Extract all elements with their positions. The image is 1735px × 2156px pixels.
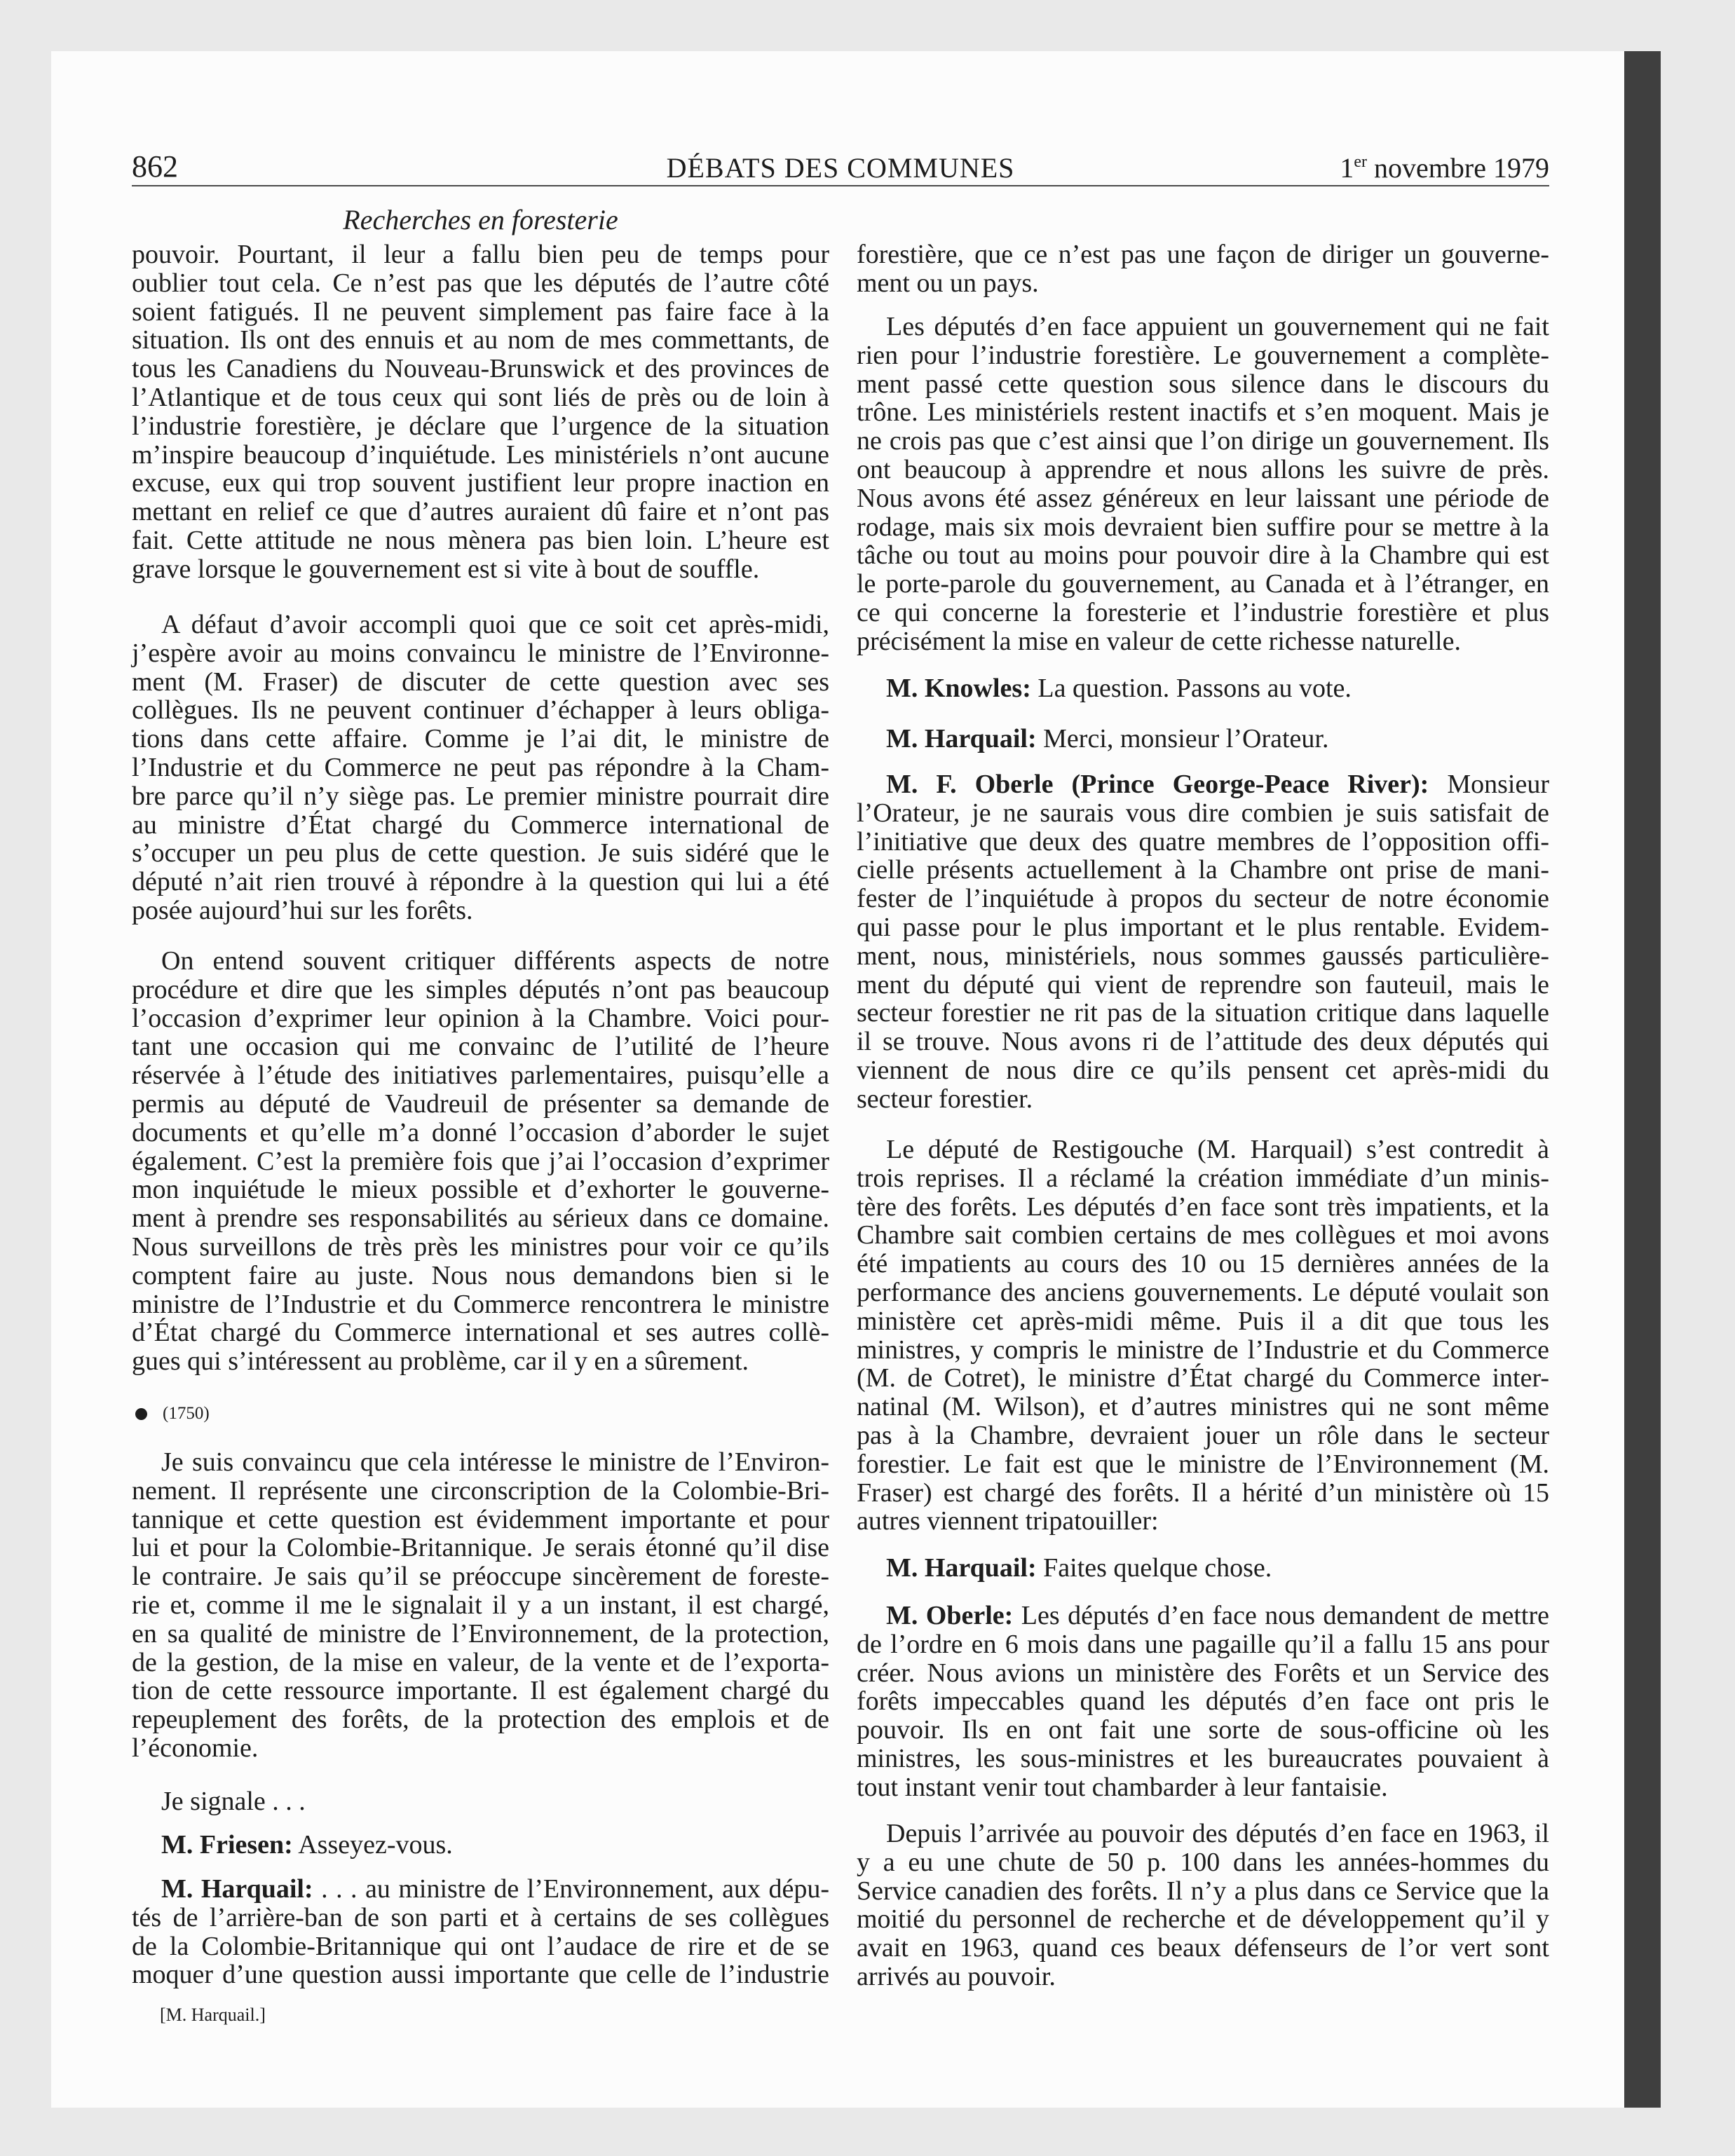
text-line: forestière, que ce n’est pas une façon de diriger un gouverne-: [857, 240, 1549, 269]
text-line: s’occuper un peu plus de cette question. Je suis sidéré que le: [132, 838, 829, 868]
speech: [857, 770, 1549, 1114]
text-line: nement. Il représente une circonscription de la Colombie-Bri-: [132, 1475, 829, 1506]
text-line: gues qui s’intéressent au problème, car il y en a sûrement.: [132, 1346, 749, 1377]
text-line: tous les Canadiens du Nouveau-Brunswick et des provinces de: [132, 354, 829, 384]
text-line: documents et qu’elle m’a donné l’occasion d’aborder le sujet: [132, 1117, 829, 1147]
bullet-icon: [135, 1408, 147, 1420]
text-line: ministre de l’Industrie et du Commerce rencontrera le ministre: [132, 1289, 829, 1319]
text-line: l’Atlantique et de tous ceux qui sont liés de près ou de loin à: [132, 382, 829, 412]
text-line: qui passe pour le plus important et le plus rentable. Evidem-: [857, 912, 1549, 942]
speech: [857, 725, 1549, 753]
text-line: Je suis convaincu que cela intéresse le ministre de l’Environ-: [161, 1447, 829, 1477]
text-line: ministres, les sous-ministres et les bureaucrates pouvaient à: [857, 1743, 1549, 1773]
text-line: permis au député de Vaudreuil de présenter sa demande de: [132, 1089, 829, 1119]
text-line: pouvoir. Ils en ont fait une sorte de sous-officine où les: [857, 1715, 1549, 1745]
text-line: tannique et cette question est évidemment importante et pour: [132, 1504, 829, 1534]
text-line: rodage, mais six mois devraient bien suffire pour se mettre à la: [857, 512, 1549, 542]
text-line: [132, 1831, 829, 1860]
text-line: tions dans cette affaire. Comme je l’ai dit, le ministre de: [132, 724, 829, 754]
text-line: [857, 674, 1549, 703]
issue-date-day: 1: [1340, 152, 1354, 184]
text-line: rien pour l’industrie forestière. Le gouvernement a complète-: [857, 340, 1549, 370]
text-line: [132, 1875, 829, 1904]
text-line: en sa qualité de ministre de l’Environnement, de la protection,: [132, 1618, 829, 1649]
text-line: l’industrie forestière, je déclare que l’urgence de la situation: [132, 411, 829, 441]
text-line: grave lorsque le gouvernement est si vite à bout de souffle.: [132, 554, 760, 584]
speech-text: Monsieur: [1447, 770, 1549, 799]
text-line: au ministre d’État chargé du Commerce international de: [132, 810, 829, 840]
text-line: [857, 725, 1549, 753]
paragraph: [132, 1787, 829, 1816]
speaker-name: M. Harquail:: [161, 1874, 313, 1904]
text-line: forêts impeccables quand les députés d’en face ont pris le: [857, 1686, 1549, 1717]
left-column: [132, 0, 829, 2103]
text-line: ministère cet après-midi même. Puis il a dit que tous les: [857, 1306, 1549, 1336]
speech-text: La question. Passons au vote.: [1037, 674, 1352, 703]
text-line: Nous avons été assez généreux en leur laissant une période de: [857, 483, 1549, 513]
text-line: l’initiative que deux des quatre membres de l’opposition offi-: [857, 826, 1549, 857]
paragraph: [132, 610, 829, 925]
text-line: pouvoir. Pourtant, il leur a fallu bien peu de temps pour: [132, 240, 829, 269]
journal-title: DÉBATS DES COMMUNES: [666, 152, 1015, 184]
text-line: il se trouve. Nous avons ri de l’attitude des deux députés qui: [857, 1027, 1549, 1057]
page-number: 862: [132, 149, 178, 184]
text-line: ment ou un pays.: [857, 268, 1039, 298]
speaker-name: M. Knowles:: [886, 674, 1031, 703]
text-line: rie et, comme il me le signalait il y a un instant, il est chargé,: [132, 1590, 829, 1620]
text-line: ne crois pas que c’est ainsi que l’on dirige un gouvernement. Ils: [857, 426, 1549, 456]
text-line: mon inquiétude le mieux possible et d’exhorter le gouverne-: [132, 1175, 829, 1205]
text-line: fait. Cette attitude ne nous mènera pas bien loin. L’heure est: [132, 525, 829, 555]
text-line: ce qui concerne la foresterie et l’industrie forestière et plus: [857, 597, 1549, 627]
text-line: Le député de Restigouche (M. Harquail) s’est contredit à: [886, 1135, 1549, 1164]
paragraph: [857, 313, 1549, 656]
speaker-name: M. F. Oberle (Prince George-Peace River):: [886, 770, 1429, 799]
text-line: ministres, y compris le ministre de l’Industrie et du Commerce: [857, 1335, 1549, 1365]
time-marker: (1750): [163, 1404, 210, 1423]
text-line: A défaut d’avoir accompli quoi que ce soit cet après-midi,: [161, 610, 829, 639]
text-line: [857, 770, 1549, 799]
text-line: tion de cette ressource importante. Il est également chargé du: [132, 1676, 829, 1706]
running-head: Recherches en foresterie: [343, 204, 618, 236]
paragraph: [857, 1820, 1549, 1991]
text-line: cielle présents actuellement à la Chambre ont prise de mani-: [857, 855, 1549, 885]
paragraph: [857, 1135, 1549, 1536]
text-line: l’Orateur, je ne saurais vous dire combien je suis satisfait de: [857, 798, 1549, 828]
text-line: de la Colombie-Britannique qui ont l’audace de rire et de se: [132, 1931, 829, 1961]
text-line: tâche ou tout au moins pour pouvoir dire à la Chambre qui est: [857, 540, 1549, 571]
text-line: l’économie.: [132, 1733, 259, 1763]
text-line: [857, 1554, 1549, 1583]
text-line: député n’ait rien trouvé à répondre à la question qui lui a été: [132, 867, 829, 897]
text-line: tère des forêts. Les députés d’en face sont très impatients, et la: [857, 1192, 1549, 1222]
speaker-name: M. Oberle:: [886, 1601, 1014, 1630]
text-line: collègues. Ils ne peuvent continuer d’échapper à leurs obliga-: [132, 695, 829, 725]
text-line: Les députés d’en face appuient un gouvernement qui ne fait: [886, 312, 1549, 341]
right-column: [857, 0, 1549, 2103]
text-line: trône. Les ministériels restent inactifs et s’en moquent. Mais je: [857, 397, 1549, 428]
text-line: posée aujourd’hui sur les forêts.: [132, 895, 473, 925]
paragraph: [857, 240, 1549, 298]
text-line: Service canadien des forêts. Il n’y a plus dans ce Service que la: [857, 1876, 1549, 1906]
text-line: excuse, eux qui trop souvent justifient leur propre inaction en: [132, 468, 829, 498]
text-line: Je signale . . .: [161, 1787, 306, 1816]
text-line: l’Industrie et du Commerce ne peut pas répondre à la Cham-: [132, 752, 829, 782]
text-line: On entend souvent critiquer différents aspects de notre: [161, 946, 829, 976]
issue-date-ordinal: er: [1354, 153, 1368, 171]
speaker-continuation-note: [M. Harquail.]: [160, 2005, 266, 2025]
speech: [857, 1554, 1549, 1583]
text-line: également. C’est la première fois que j’ai l’occasion d’exprimer: [132, 1146, 829, 1176]
text-line: ment, nous, ministériels, nous sommes gaussés particulière-: [857, 941, 1549, 971]
text-line: l’occasion d’exprimer leur opinion à la Chambre. Voici pour-: [132, 1003, 829, 1033]
speech-text: Les députés d’en face nous demandent de mettre: [1021, 1601, 1549, 1630]
text-line: avait en 1963, quand ces beaux défenseurs de l’or vert sont: [857, 1933, 1549, 1963]
text-line: viennent de nous dire ce qu’ils pensent cet après-midi du: [857, 1055, 1549, 1085]
text-line: réservée à l’étude des initiatives parlementaires, puisqu’elle a: [132, 1060, 829, 1091]
text-line: repeuplement des forêts, de la protection des emplois et de: [132, 1705, 829, 1735]
speech: [857, 1602, 1549, 1802]
speaker-name: M. Harquail:: [886, 724, 1037, 753]
text-line: pas à la Chambre, devraient jouer un rôle dans le secteur: [857, 1420, 1549, 1450]
text-line: comptent faire au juste. Nous nous demandons bien si le: [132, 1260, 829, 1290]
speech-text: Faites quelque chose.: [1043, 1553, 1272, 1583]
speech-text: . . . au ministre de l’Environnement, aux dépu-: [321, 1874, 830, 1904]
text-line: natinal (M. Wilson), et d’autres ministres qui ne sont même: [857, 1392, 1549, 1422]
text-line: (M. de Cotret), le ministre d’État chargé du Commerce inter-: [857, 1363, 1549, 1393]
text-line: secteur forestier.: [857, 1084, 1033, 1114]
text-line: j’espère avoir au moins convaincu le ministre de l’Environne-: [132, 638, 829, 668]
paragraph: [132, 1448, 829, 1763]
text-line: d’État chargé du Commerce international et ses autres collè-: [132, 1318, 829, 1348]
text-line: bre parce qu’il n’y siège pas. Le premier ministre pourrait dire: [132, 781, 829, 811]
text-line: soient fatigués. Il ne peuvent simplement pas faire face à la: [132, 296, 829, 327]
text-line: oublier tout cela. Ce n’est pas que les députés de l’autre côté: [132, 268, 829, 298]
scan-shadow-bar: [1624, 51, 1661, 2108]
text-line: moquer d’une question aussi importante que celle de l’industrie: [132, 1960, 829, 1990]
text-line: m’inspire beaucoup d’inquiétude. Les ministériels n’ont aucune: [132, 439, 829, 470]
text-line: situation. Ils ont des ennuis et au nom de mes commettants, de: [132, 325, 829, 355]
text-line: autres viennent tripatouiller:: [857, 1506, 1159, 1536]
text-line: été impatients au cours des 10 ou 15 dernières années de la: [857, 1249, 1549, 1279]
text-line: moitié du personnel de recherche et de développement qu’il y: [857, 1904, 1549, 1935]
paragraph: [132, 240, 829, 584]
text-line: y a eu une chute de 50 p. 100 dans les années-hommes du: [857, 1847, 1549, 1877]
paragraph: [132, 947, 829, 1376]
speech-text: Merci, monsieur l’Orateur.: [1043, 724, 1329, 753]
text-line: créer. Nous avions un ministère des Forêts et un Service des: [857, 1658, 1549, 1688]
text-line: de la gestion, de la mise en valeur, de la vente et de l’exporta-: [132, 1647, 829, 1677]
text-line: tant une occasion qui me convainc de l’utilité de l’heure: [132, 1032, 829, 1062]
speech-text: Asseyez-vous.: [298, 1830, 453, 1860]
text-line: de l’ordre en 6 mois dans une pagaille qu’il a fallu 15 ans pour: [857, 1629, 1549, 1659]
text-line: ment passé cette question sous silence dans le discours du: [857, 369, 1549, 399]
text-line: secteur forestier ne rit pas de la situation critique dans laquelle: [857, 998, 1549, 1028]
text-line: performance des anciens gouvernements. Le député voulait son: [857, 1277, 1549, 1307]
text-line: trois reprises. Il a réclamé la création immédiate d’un minis-: [857, 1163, 1549, 1193]
text-line: Nous surveillons de très près les ministres pour voir ce qu’ils: [132, 1231, 829, 1262]
text-line: arrivés au pouvoir.: [857, 1961, 1056, 1991]
speech: [857, 674, 1549, 703]
text-line: ment (M. Fraser) de discuter de cette question avec ses: [132, 667, 829, 697]
text-line: lui et pour la Colombie-Britannique. Je serais étonné qu’il dise: [132, 1533, 829, 1563]
speaker-name: M. Harquail:: [886, 1553, 1037, 1583]
text-line: tout instant venir tout chambarder à leur fantaisie.: [857, 1772, 1388, 1802]
text-line: Fraser) est chargé des forêts. Il a hérité d’un ministère où 15: [857, 1478, 1549, 1508]
text-line: ment du député qui vient de reprendre son fauteuil, mais le: [857, 969, 1549, 999]
text-line: fester de l’inquiétude à propos du secteur de notre économie: [857, 884, 1549, 914]
text-line: le contraire. Je sais qu’il se préoccupe sincèrement de foreste-: [132, 1562, 829, 1592]
text-line: précisément la mise en valeur de cette richesse naturelle.: [857, 626, 1461, 656]
text-line: ment à prendre ses responsabilités au sérieux dans ce domaine.: [132, 1203, 829, 1234]
text-line: [857, 1602, 1549, 1630]
text-line: Chambre sait combien certains de mes collègues et moi avons: [857, 1220, 1549, 1250]
speaker-name: M. Friesen:: [161, 1830, 293, 1860]
text-line: forestier. Le fait est que le ministre de l’Environnement (M.: [857, 1449, 1549, 1479]
speech: [132, 1875, 829, 1989]
text-line: le porte-parole du gouvernement, au Canada et à l’étranger, en: [857, 569, 1549, 599]
issue-date-month-year: novembre 1979: [1374, 152, 1549, 184]
text-line: tés de l’arrière-ban de son parti et à certains de ses collègues: [132, 1902, 829, 1932]
text-line: mettant en relief ce que d’autres auraient dû faire et n’ont pas: [132, 497, 829, 527]
text-line: ont beaucoup à apprendre et nous allons les suivre de près.: [857, 454, 1549, 484]
text-line: procédure et dire que les simples députés n’ont pas beaucoup: [132, 974, 829, 1004]
text-line: Depuis l’arrivée au pouvoir des députés d’en face en 1963, il: [886, 1819, 1549, 1848]
speech: [132, 1831, 829, 1860]
